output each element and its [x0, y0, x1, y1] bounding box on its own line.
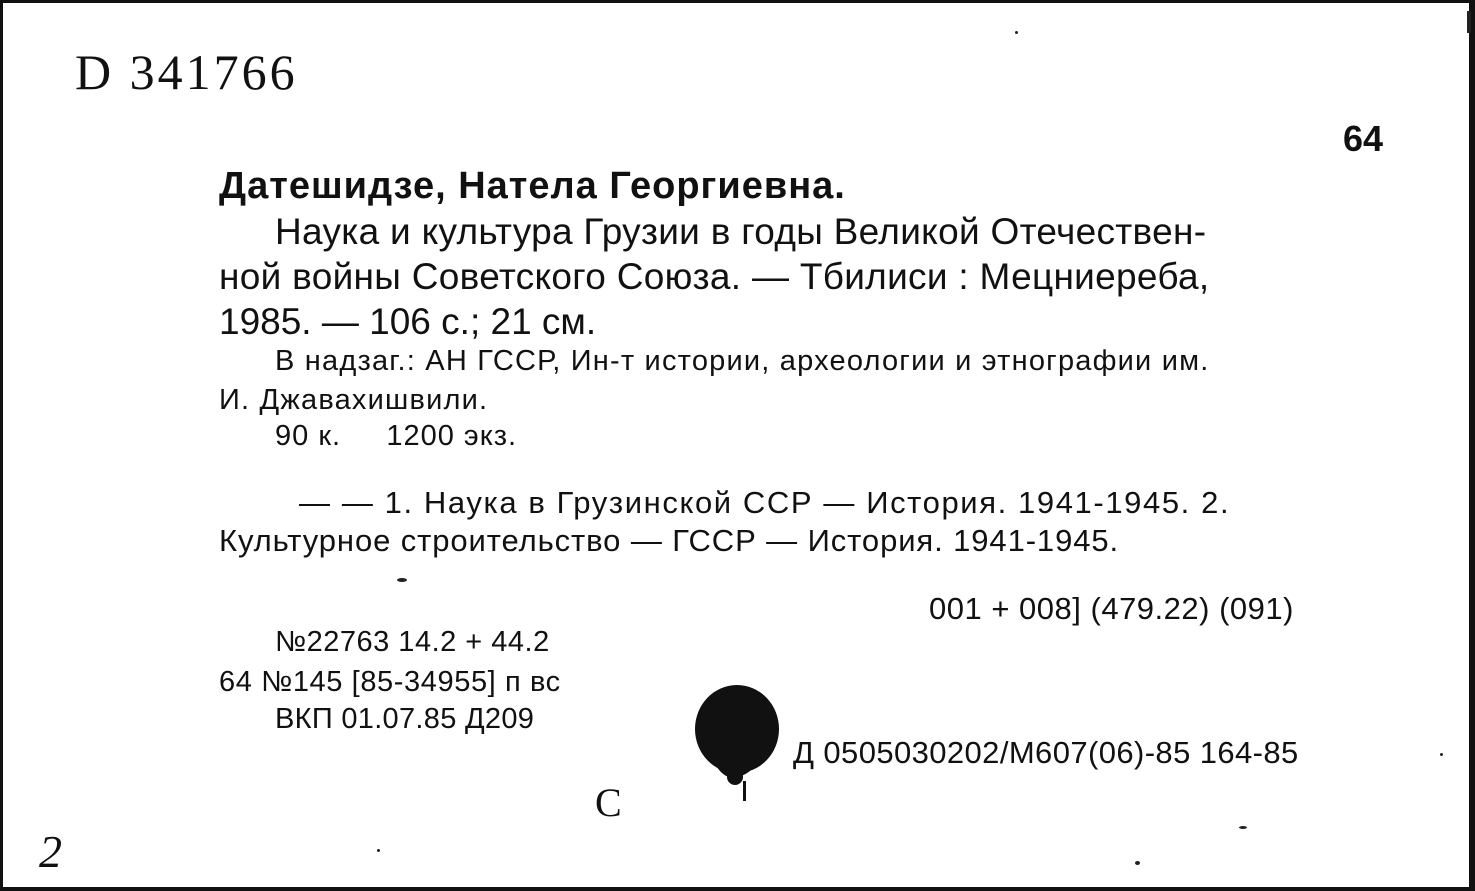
scan-speck	[1239, 826, 1247, 829]
letter-c: С	[595, 780, 622, 825]
author-heading: Датешидзе, Натела Георгиевна.	[219, 165, 846, 207]
handwritten-mark: 2	[39, 826, 62, 877]
scan-speck	[1015, 31, 1018, 34]
call-number: D 341766	[75, 44, 298, 100]
price-print-run: 90 к. 1200 экз.	[275, 420, 518, 452]
note-line-1: В надзаг.: АН ГССР, Ин-т истории, археологии и этнографии им.	[275, 345, 1210, 377]
scan-speck	[397, 578, 407, 582]
scan-speck	[1135, 861, 1140, 865]
scan-speck	[1467, 11, 1471, 33]
scan-speck	[377, 849, 380, 852]
scan-speck	[1440, 753, 1443, 756]
note-line-2: И. Джавахишвили.	[219, 384, 489, 416]
udc-classification: 001 + 008] (479.22) (091)	[929, 591, 1294, 626]
catalog-code: Д 0505030202/М607(06)-85 164-85	[793, 735, 1299, 770]
title-line-1: Наука и культура Грузии в годы Великой Отечествен-	[275, 211, 1207, 252]
subject-line-2: Культурное строительство — ГССР — История. 1941-1945.	[219, 523, 1120, 558]
registration-line-2: 64 №145 [85-34955] п вс	[219, 666, 561, 698]
registration-line-3: ВКП 01.07.85 Д209	[275, 703, 535, 735]
registration-line-1: №22763 14.2 + 44.2	[275, 626, 550, 658]
title-line-2: ной войны Советского Союза. — Тбилиси : Мецниереба,	[219, 256, 1210, 297]
index-number: 64	[1343, 118, 1384, 159]
title-line-3: 1985. — 106 с.; 21 см.	[219, 301, 597, 342]
ink-blot	[691, 685, 787, 809]
subject-line-1: — — 1. Наука в Грузинской ССР — История. 1941-1945. 2.	[299, 485, 1231, 520]
